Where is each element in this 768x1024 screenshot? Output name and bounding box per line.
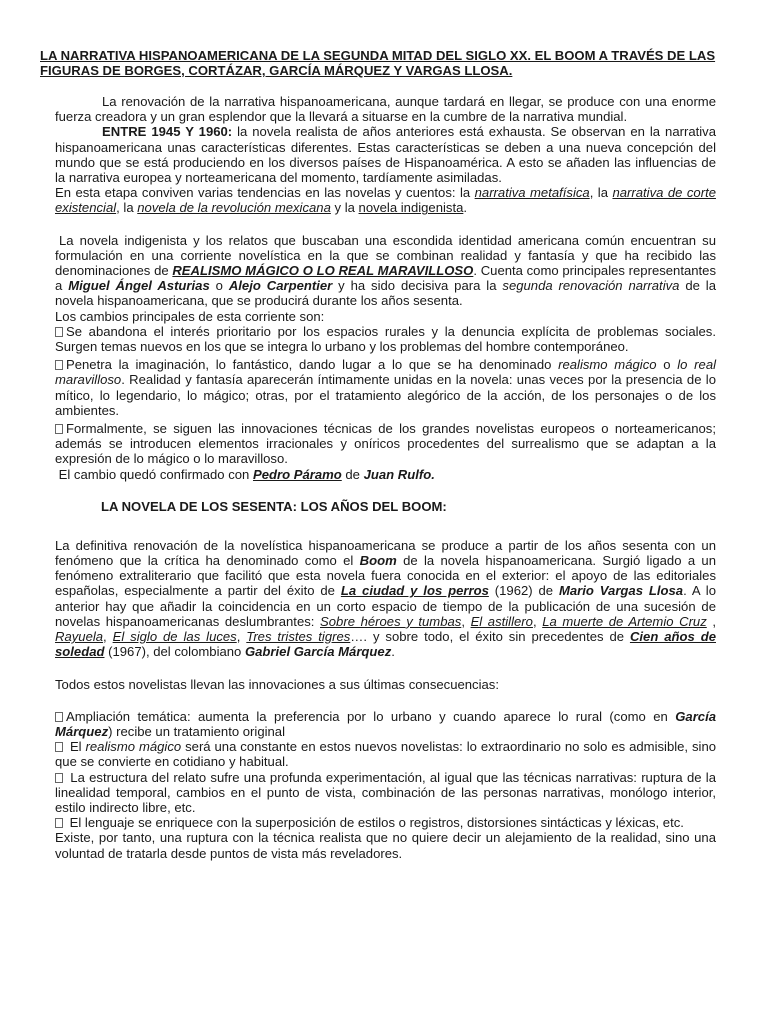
author-garcia-marquez: Gabriel García Márquez — [244, 644, 392, 660]
bullet-box-icon — [55, 818, 63, 828]
text-run: (1967), del colombiano — [104, 644, 245, 660]
term-novela-revolucion: novela de la revolución mexicana — [137, 200, 331, 216]
text-run: (1962) de — [488, 583, 559, 599]
boom-bullet-4 — [55, 815, 716, 830]
author-asturias: Miguel Ángel Asturias — [68, 278, 210, 294]
text-run: de la novela hispanoamericana. Surgió ligado a un fenómeno extraliterario que facilitó que esta novela fuera conocida en el exterior: el apoyo de las editoriales españolas, especialmente a partir del éxito de — [55, 553, 716, 599]
text-run: de — [341, 466, 364, 482]
text-run: , — [461, 613, 471, 629]
text-run: El — [66, 739, 86, 755]
text-run: , la — [116, 200, 138, 216]
bullet-box-icon — [55, 424, 63, 434]
author-carpentier: Alejo Carpentier — [228, 278, 333, 294]
work-siglo-luces: El siglo de las luces — [112, 629, 237, 645]
document-title: LA NARRATIVA HISPANOAMERICANA DE LA SEGUNDA MITAD DEL SIGLO XX. EL BOOM A TRAVÉS DE LAS FIGURAS DE BORGES, CORTÁZAR, GARCÍA MÁRQUEZ Y VARGAS LLOSA. — [40, 48, 716, 78]
work-tres-tristes-tigres: Tres tristes tigres — [246, 629, 351, 645]
text-run: En esta etapa conviven varias tendencias en las novelas y cuentos: la — [55, 185, 475, 201]
term-realismo-magico-2: realismo mágico — [85, 739, 182, 755]
term-real-maravilloso: lo real maravilloso — [55, 357, 717, 388]
conclusion-paragraph: Existe, por tanto, una ruptura con la técnica realista que no quiere decir un alejamiento de la realidad, sino una voluntad de tratarla desde puntos de vista más reveladores. — [55, 830, 716, 861]
text-run: , — [706, 613, 717, 629]
term-realismo-magico: REALISMO MÁGICO O LO REAL MARAVILLOSO — [172, 263, 474, 279]
magico-bullet-1 — [55, 324, 716, 354]
text-run: , la — [589, 185, 613, 201]
term-narrativa-existencial: narrativa de corte existencial — [55, 185, 716, 216]
term-narrativa-metafisica: narrativa metafísica — [474, 185, 590, 201]
author-garcia-marquez-2: García Márquez — [55, 708, 716, 739]
boom-bullet-1 — [55, 709, 716, 739]
text-run: , — [103, 629, 113, 645]
changes-intro: Los cambios principales de esta corriente son: — [55, 308, 325, 324]
text-run: ) recibe un tratamiento original — [108, 723, 285, 739]
text-run: o — [209, 278, 229, 294]
text-run: Penetra la imaginación, lo fantástico, dando lugar a lo que se ha denominado — [66, 357, 559, 373]
term-realismo-magico-italic: realismo mágico — [558, 357, 657, 373]
text-run: . Realidad y fantasía aparecerán íntimamente unidas en la novela: unas veces por la presencia de lo mítico, lo legendario, lo mágico; otras, por el tratamiento alegórico de la acción, de los personajes o de los ambientes. — [55, 372, 716, 418]
cambio-line — [55, 467, 716, 482]
magico-bullet-2 — [55, 357, 716, 418]
period-label: ENTRE 1945 Y 1960: — [102, 124, 233, 140]
text-run: , — [236, 629, 247, 645]
text-run: La novela indigenista y los relatos que buscaban una escondida identidad americana común encuentran su formulación en una corriente novelística en la que se combinan realidad y fantasía y que ha recibido las denominaciones de — [55, 232, 716, 279]
magico-paragraph — [55, 233, 716, 309]
intro-paragraph-3 — [55, 185, 716, 215]
term-boom: Boom — [359, 553, 397, 569]
work-cien-anos: Cien años de soledad — [55, 629, 716, 660]
text-run: La estructura del relato sufre una profunda experimentación, al igual que las técnicas narrativas: ruptura de la linealidad temporal, cambios en el punto de vista, combinación de las personas narrativas, monólogo interior, estilo indirecto libre, etc. — [55, 769, 716, 815]
text-run: será una constante en estos nuevos novelistas: lo extraordinario no solo es admisible, sino que se convierte en cotidiano y habitual. — [55, 739, 717, 770]
text-run: y ha sido decisiva para la — [332, 278, 503, 294]
boom-paragraph — [55, 538, 716, 660]
bullet-box-icon — [55, 360, 63, 370]
text-run: Formalmente, se siguen las innovaciones técnicas de los grandes novelistas europeos o norteamericanos; además se introducen elementos irracionales y oníricos procedentes del surrealismo que se adaptan a la expresión de lo mágico o lo maravilloso. — [55, 421, 716, 467]
work-rayuela: Rayuela — [55, 629, 104, 645]
text-run: y la — [330, 200, 359, 216]
bullet-box-icon — [55, 773, 63, 783]
term-novela-indigenista: novela indigenista — [358, 200, 464, 216]
text-run: Ampliación temática: aumenta la preferencia por lo urbano y cuando aparece lo rural (como en — [66, 708, 676, 724]
text-run: El lenguaje se enriquece con la superposición de estilos o registros, distorsiones sintácticas y léxicas, etc. — [66, 815, 684, 831]
text-run: …. y sobre todo, el éxito sin precedentes de — [350, 629, 630, 645]
text-run: . A lo anterior hay que añadir la coincidencia en un corto espacio de tiempo de la publicación de una sucesión de novelas hispanoamericanas deslumbrantes: — [55, 583, 717, 629]
bullet-box-icon — [55, 712, 63, 722]
author-vargas-llosa: Mario Vargas Llosa — [558, 583, 684, 599]
work-pedro-paramo: Pedro Páramo — [252, 466, 342, 482]
text-run: . — [463, 200, 467, 216]
term-segunda-renovacion: segunda renovación narrativa — [502, 278, 680, 294]
text-run: de la novela hispanoamericana, que se producirá durante los años sesenta. — [55, 278, 716, 309]
text-run: . Cuenta como principales representantes a — [55, 263, 717, 294]
work-artemio-cruz: La muerte de Artemio Cruz — [542, 613, 707, 629]
bullet-box-icon — [55, 742, 63, 752]
text-run: . — [391, 644, 395, 660]
section-heading-boom: LA NOVELA DE LOS SESENTA: LOS AÑOS DEL BOOM: — [101, 498, 447, 514]
text-run: o — [656, 357, 678, 373]
text-run: La definitiva renovación de la novelística hispanoamericana se produce a partir de los años sesenta con un fenómeno que la crítica ha denominado como el — [55, 537, 716, 569]
intro-paragraph-2 — [55, 124, 716, 185]
boom-bullet-2 — [55, 739, 716, 769]
text-run: Se abandona el interés prioritario por los espacios rurales y la denuncia explícita de problemas sociales. Surgen temas nuevos en los que se integra lo urbano y los problemas del hombre contemporáneo. — [55, 323, 716, 355]
text-run: El cambio quedó confirmado con — [58, 466, 253, 482]
boom-bullet-3 — [55, 770, 716, 816]
work-ciudad-perros: La ciudad y los perros — [340, 583, 489, 599]
author-rulfo: Juan Rulfo. — [363, 466, 435, 482]
intro-paragraph-1: La renovación de la narrativa hispanoamericana, aunque tardará en llegar, se produce con una enorme fuerza creadora y un gran esplendor que la llevará a situarse en la cumbre de la narrativa mundial. — [55, 94, 716, 125]
work-heroes-tumbas: Sobre héroes y tumbas — [320, 613, 462, 629]
bullet-box-icon — [55, 327, 63, 337]
text-run: , — [532, 613, 543, 629]
period-text: la novela realista de años anteriores está exhausta. Se observan en la narrativa hispanoamericana unas características diferentes. Estas características se deben a una nueva concepción del mundo que se está produciendo en los diversos países de Hispanoamérica. A esto se añaden las influencias de la narrativa europea y norteamericana del momento, tardíamente asimiladas. — [55, 124, 716, 186]
innovations-intro: Todos estos novelistas llevan las innovaciones a sus últimas consecuencias: — [55, 676, 499, 692]
work-astillero: El astillero — [470, 613, 533, 629]
magico-bullet-3 — [55, 421, 716, 467]
